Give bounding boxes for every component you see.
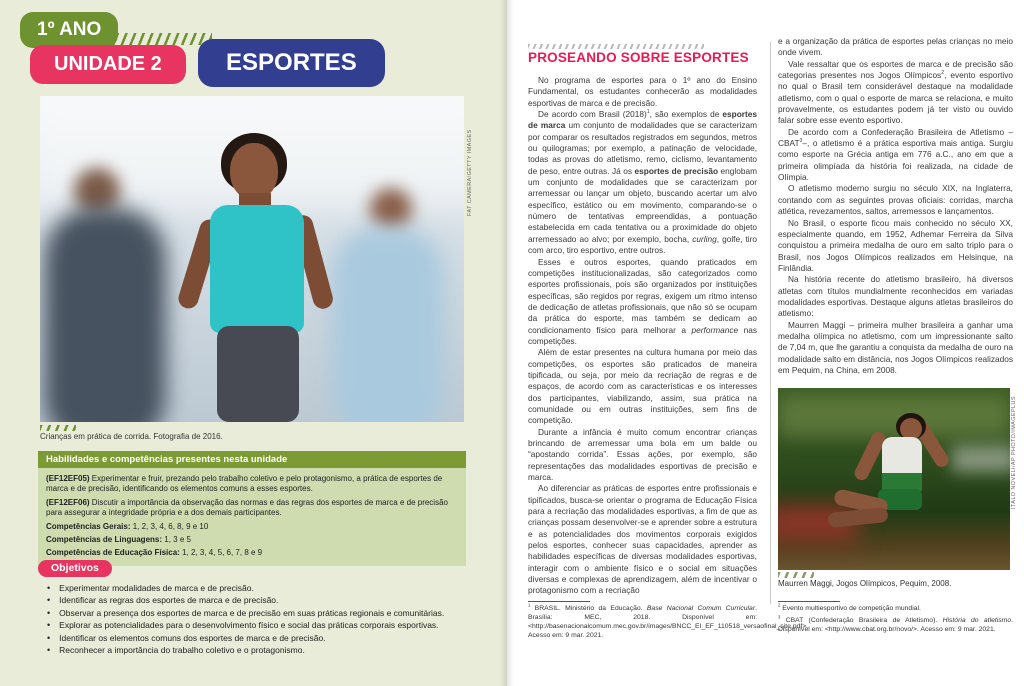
paragraph: e a organização da prática de esportes pelas crianças no meio onde vivem. [778,36,1013,58]
athlete-long-jump-photo [778,388,1010,570]
running-girl-tank-top [210,205,304,333]
running-girl-face [230,143,278,200]
background-figure-head [370,188,412,230]
footnote-rule [528,601,590,602]
paragraph: De acordo com Brasil $(2018)^1$, são exemplos de esportes de marca um conjunto de modalidades que se caracterizam por comparar os resultados registrados em segundos, metros ou quilogramas; por exemplo, a patinação de velocidade, todas as provas do atletismo, remo, ciclismo, levantamento de peso, entre outras. Já os esportes de precisão englobam um conjunto de modalidades que se caracterizam por arremessar ou lançar um objeto, buscando acertar um alvo específico, estático ou em movimento, comparando-se o número de tentativas empreendidas, a pontuação estabelecida em cada tentativa ou a proximidade do objeto arremessado ao alvo; por exemplo, bocha, curling, golfe, tiro com arco, tiro esportivo, entre outros. [528,109,758,256]
photo-background-band [778,396,1010,438]
unit-badge: UNIDADE 2 [30,45,186,84]
objective-item-text: Reconhecer a importância do trabalho coletivo e o protagonismo. [59,645,305,656]
paragraph: De acordo com a Confederação Brasileira de Atletismo – CBAT$^3$–, o atletismo é a prática esportiva mais antiga. Surgiu como esporte na Grécia antiga em 776 a.C., ano em que a primeira olimpíada da história foi realizada, na cidade de Olímpia. [778,126,1013,183]
background-figure-left [44,208,166,422]
objectives-list [38,582,483,656]
objective-item [38,607,483,619]
objective-item-text: Observar a presença dos esportes de marca e de precisão em suas práticas regionais e comunitárias. [59,607,445,618]
objective-item [38,594,483,606]
bullet-icon [47,619,50,631]
column-divider [770,42,771,604]
bullet-icon [47,632,50,644]
footnote: $^2$ Evento multiesportivo de competição mundial. [778,602,921,612]
skills-box-body [38,468,466,566]
photo-caption: Crianças em prática de corrida. Fotografia de 2016. [40,432,223,441]
photo-credit: FAT CAMERA/GETTY IMAGES [467,129,473,216]
objective-item [38,644,483,656]
skills-item: Competências de Linguagens: 1, 3 e 5 [46,535,191,545]
skills-item: (EF12EF05) Experimentar e fruir, prezando pelo trabalho coletivo e pelo protagonismo, a prática de esportes de marca e de precisão, identificando os elementos comuns a esses esportes. [46,474,443,494]
objective-item-text: Explorar as potencialidades para o desenvolvimento físico e social das práticas corporais esportivas. [59,620,439,631]
objectives-badge: Objetivos [38,560,112,577]
paragraph: Vale ressaltar que os esportes de marca e de precisão são categorias presentes nos Jogos Olímpicos$^2$, evento esportivo no qual o Brasil tem considerável destaque na modalidade atletismo, com o qual o esporte de marca se relaciona, e muito provavelmente, os estudantes podem já ter visto ou ouvido falar sobre esse evento esportivo. [778,58,1013,126]
hatch-decoration-icon [528,44,704,49]
paragraph: Maurren Maggi – primeira mulher brasileira a ganhar uma medalha olímpica no atletismo, com um impressionante salto de 7,04 m, que lhe garantiu a conquista da medalha de ouro na modalidade salto em distância, nos Jogos Olímpicos realizados em Pequim, na China, em 2008. [778,319,1013,375]
children-running-photo [40,96,464,422]
paragraph: No programa de esportes para o 1º ano do Ensino Fundamental, os estudantes conhecerão as modalidades esportivas de marca e de precisão. [528,75,757,108]
photo-caption: Maurren Maggi, Jogos Olímpicos, Pequim, 2008. [778,579,952,588]
paragraph: O atletismo moderno surgiu no século XIX, na Inglaterra, contando com as seguintes provas oficiais: corridas, marcha atlética, revezamentos, saltos, arremessos e lançamentos. [778,183,1013,217]
skills-box-title: Habilidades e competências presentes nesta unidade [38,451,466,468]
objective-item [38,632,483,644]
bullet-icon [47,594,50,606]
left-page [0,0,507,686]
objective-item-text: Identificar os elementos comuns dos esportes de marca e de precisão. [59,632,326,643]
bullet-icon [47,644,50,656]
photo-credit: ITALO NOVELI/AP PHOTO/IMAGEPLUS [1011,396,1017,509]
skills-item: Competências de Educação Física: 1, 2, 3, 4, 5, 6, 7, 8 e 9 [46,548,263,558]
skills-item: Competências Gerais: 1, 2, 3, 4, 6, 8, 9 e 10 [46,521,209,531]
page-gutter [500,0,514,686]
bullet-icon [47,607,50,619]
objective-item-text: Identificar as regras dos esportes de marca e de precisão. [59,595,279,606]
hatch-decoration-icon [40,425,76,431]
article-title: PROSEANDO SOBRE ESPORTES [528,50,749,65]
hatch-decoration-icon [778,572,814,578]
running-girl-leggings [217,326,299,422]
paragraph: Na história recente do atletismo brasileiro, há diversos atletas com títulos mundialmente reconhecidos em variadas modalidades esportivas. Destaque alguns atletas brasileiros do atletismo: [778,274,1013,319]
paragraph: No Brasil, o esporte ficou mais conhecido no século XX, especialmente quando, em 1952, Adhemar Ferreira da Silva conquistou a primeira medalha de ouro em salto triplo para o Brasil, nos Jogos Olímpicos realizados em Helsinque, na Finlândia. [778,217,1013,273]
footnotes-column-1 [528,601,809,644]
skills-item: (EF12EF06) Discutir a importância da observação das normas e das regras dos esportes de marca e de precisão para assegurar a integridade própria e a dos demais participantes. [46,497,448,518]
footnote: $^1$ BRASIL. Ministério da Educação. Base Nacional Comum Curricular. Brasília: MEC, 2018. Disponível em: <http://basenacionalcomum.mec.gov.br/images/BNCC_EI_EF_110518_versaofinal_site.pdf>. Acesso em: 9 mar. 2021. [528,602,809,639]
bullet-icon [47,582,50,594]
paragraph: Esses e outros esportes, quando praticados em competições institucionalizadas, são categorizados como esportes profissionais, pois são organizados por instituições específicas, são regidos por regras, exigem um ritmo intenso de dedicação de atletas profissionais, que não só se ocupam da prática do esporte, mas também se dedicam ao condicionamento físico para melhorar a performance nas competições. [528,256,757,346]
hatch-decoration-icon [108,33,212,45]
footnote-rule [778,601,840,602]
objective-item [38,619,483,631]
footnote: $^3$ CBAT (Confederação Brasileira de Atletismo). História do atletismo. Disponível em: <http://www.cbat.org.br/novo/>. Acesso em: 9 mar. 2021. [778,614,1013,633]
article-column-1 [528,75,757,597]
photo-background-sign [952,446,1010,472]
year-badge: 1º ANO [20,12,118,48]
article-column-2 [778,36,1013,376]
subject-badge: ESPORTES [198,39,385,87]
footnotes-column-2 [778,601,1013,638]
objective-item [38,582,483,594]
paragraph: Durante a infância é muito comum encontrar crianças brincando de arremessar uma bola em um balde ou “apostando corrida”. Essas ações, por exemplo, são representações das modalidades esportivas de precisão e marca. [528,426,757,483]
skills-box [38,451,466,566]
paragraph: Ao diferenciar as práticas de esportes entre profissionais e tipificados, busca-se orientar o programa de Educação Física para a recriação das modalidades esportivas, a fim de que as crianças possam desenvolver-se e aprender sobre a estrutura e as potencialidades dos movimentos corporais exigidos pelos esportes, conhecer suas capacidades, aprender as habilidades específicas de diversas modalidades esportivas, interagir com o ambiente físico e o social em situações diversas e complexas de aprendizagem, além de incentivar o protagonismo com a recriação [528,483,757,596]
paragraph: Além de estar presentes na cultura humana por meio das competições, os esportes são praticados de maneira tipificada, ou seja, por meio da recriação de regras e de espaços, de acordo com as características e os interesses dos participantes, viabilizando, assim, sua prática na comunidade ou em outras instituições, sem fins de competição. [528,347,757,426]
background-figure-right [332,228,444,422]
right-page [507,0,1024,686]
objective-item-text: Experimentar modalidades de marca e de precisão. [59,583,254,593]
